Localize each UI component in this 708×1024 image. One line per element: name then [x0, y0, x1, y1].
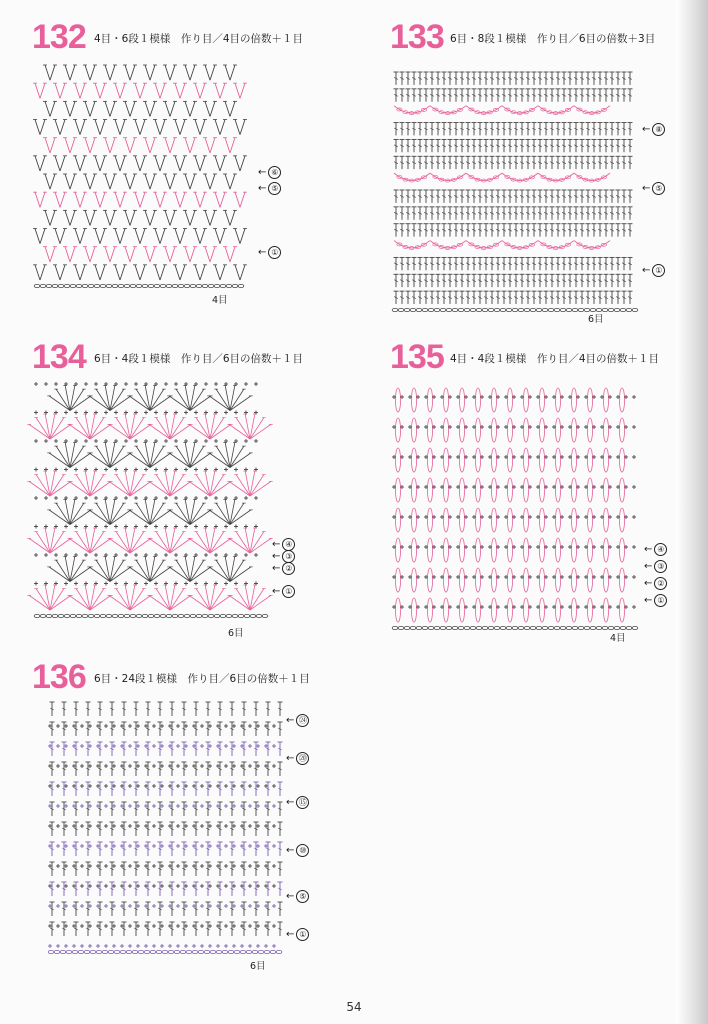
row-label-1: ← ① [644, 594, 667, 607]
pattern-number: 132 [32, 18, 86, 56]
repeat-label: 6目 [228, 628, 244, 639]
row-label-6: ← ⑥ [258, 166, 281, 179]
row-label-15: ← ⑮ [286, 796, 309, 809]
pattern-description: 6目・24段１模様 作り目／6目の倍数＋１目 [94, 673, 310, 685]
row-label-5: ← ⑤ [286, 890, 309, 903]
row-label-24: ← ㉔ [286, 714, 309, 727]
row-label-1: ← ① [258, 246, 281, 259]
pattern-number: 133 [390, 18, 444, 56]
row-label-5: ← ⑤ [258, 182, 281, 195]
row-label-1: ← ① [272, 585, 295, 598]
pattern-description: 6目・4段１模様 作り目／6目の倍数＋１目 [94, 353, 304, 365]
page-gutter-shadow [676, 0, 708, 1024]
row-label-1: ← ① [642, 264, 665, 277]
crochet-chart [46, 704, 286, 956]
crochet-chart [390, 66, 638, 314]
row-label-2: ← ② [272, 562, 295, 575]
repeat-label: 4目 [212, 295, 228, 306]
row-label-8: ← ⑧ [642, 123, 665, 136]
pattern-number: 134 [32, 338, 86, 376]
pattern-135 [390, 340, 680, 650]
row-label-4: ← ④ [272, 538, 295, 551]
page-number: 54 [346, 1000, 362, 1014]
repeat-label: 6目 [588, 314, 604, 325]
repeat-label: 6目 [250, 961, 266, 972]
pattern-description: 6目・8段１模様 作り目／6目の倍数＋3目 [450, 33, 656, 45]
row-label-3: ← ③ [644, 560, 667, 573]
row-label-20: ← ⑳ [286, 752, 309, 765]
row-label-5: ← ⑤ [642, 182, 665, 195]
pattern-136 [32, 660, 352, 980]
pattern-134 [32, 340, 342, 640]
row-label-3: ← ③ [272, 550, 295, 563]
pattern-description: 4目・6段１模様 作り目／4目の倍数＋１目 [94, 33, 304, 45]
pattern-132 [32, 20, 332, 310]
row-label-4: ← ④ [644, 543, 667, 556]
pattern-133 [390, 20, 680, 330]
pattern-number: 135 [390, 338, 444, 376]
crochet-chart [32, 60, 247, 290]
crochet-chart [32, 380, 267, 620]
crochet-chart [390, 380, 640, 632]
pattern-description: 4目・4段１模様 作り目／4目の倍数＋１目 [450, 353, 660, 365]
pattern-number: 136 [32, 658, 86, 696]
row-label-2: ← ② [644, 577, 667, 590]
row-label-10: ← ⑩ [286, 844, 309, 857]
repeat-label: 4目 [610, 633, 626, 644]
row-label-1: ← ① [286, 928, 309, 941]
